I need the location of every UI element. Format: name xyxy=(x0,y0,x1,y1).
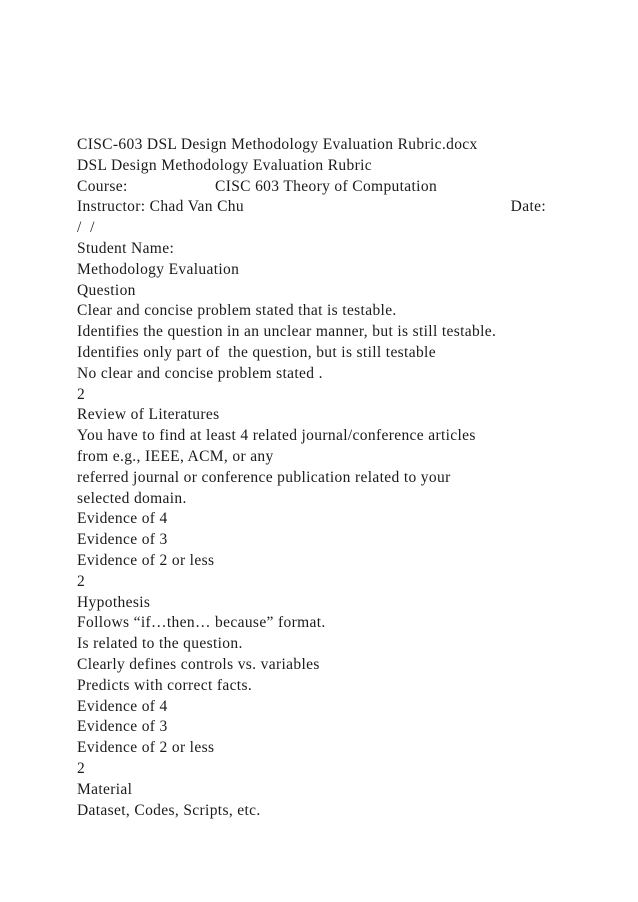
text-line: Evidence of 2 or less xyxy=(77,739,215,757)
instructor-text: Instructor: Chad Van Chu xyxy=(77,198,244,216)
text-line: Evidence of 3 xyxy=(77,531,168,549)
instructor-row xyxy=(77,197,546,218)
text-line: Predicts with correct facts. xyxy=(77,676,253,694)
text-line: Review of Literatures xyxy=(77,406,220,424)
text-line: Hypothesis xyxy=(77,593,151,611)
text-line: Question xyxy=(77,281,136,299)
student-name-label: Student Name: xyxy=(77,239,175,257)
text-line: Evidence of 4 xyxy=(77,697,168,715)
document-filename-title: CISC-603 DSL Design Methodology Evaluation Rubric.docx xyxy=(77,136,478,153)
text-line: from e.g., IEEE, ACM, or any xyxy=(77,447,274,465)
text-line: Identifies only part of the question, but is still testable xyxy=(77,343,436,361)
document-body xyxy=(77,135,577,821)
text-line: 2 xyxy=(77,759,86,777)
text-line: Dataset, Codes, Scripts, etc. xyxy=(77,801,261,819)
text-line: Evidence of 4 xyxy=(77,510,168,528)
text-line: referred journal or conference publication related to your xyxy=(77,468,451,486)
rubric-heading: DSL Design Methodology Evaluation Rubric xyxy=(77,156,372,174)
text-line: Identifies the question in an unclear manner, but is still testable. xyxy=(77,323,497,341)
course-value: CISC 603 Theory of Computation xyxy=(215,177,438,195)
text-line: Clearly defines controls vs. variables xyxy=(77,655,320,673)
course-row xyxy=(77,177,577,198)
text-line: Material xyxy=(77,780,133,798)
text-line: Is related to the question. xyxy=(77,635,243,653)
text-line: Clear and concise problem stated that is testable. xyxy=(77,302,397,320)
course-label: Course: xyxy=(77,177,128,195)
text-line: Evidence of 2 or less xyxy=(77,551,215,569)
text-line: Follows “if…then… because” format. xyxy=(77,614,326,632)
text-line: 2 xyxy=(77,572,86,590)
date-value: / / xyxy=(77,219,95,237)
section-title: Methodology Evaluation xyxy=(77,260,240,278)
text-line: 2 xyxy=(77,385,86,403)
text-line: You have to find at least 4 related journal/conference articles xyxy=(77,427,476,445)
text-line: selected domain. xyxy=(77,489,187,507)
date-label: Date: xyxy=(510,198,546,216)
text-line: No clear and concise problem stated . xyxy=(77,364,323,382)
text-line: Evidence of 3 xyxy=(77,718,168,736)
